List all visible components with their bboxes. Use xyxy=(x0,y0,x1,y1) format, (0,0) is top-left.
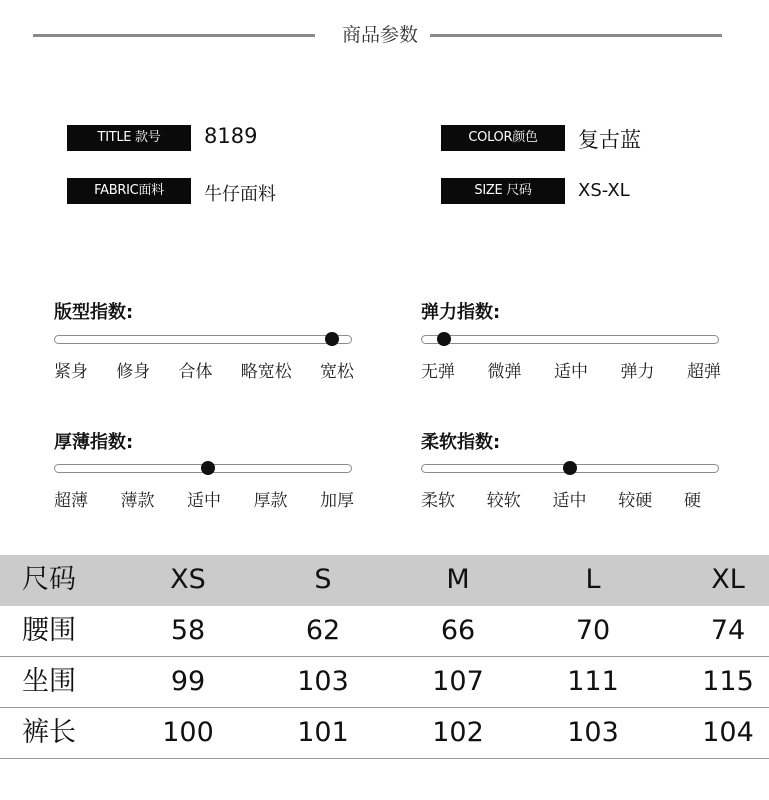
table-cell: 70 xyxy=(575,615,611,646)
elastic-index-marker xyxy=(437,332,451,346)
color-label: COLOR颜色 xyxy=(441,125,565,151)
softness-option-5: 硬 xyxy=(684,491,701,511)
fit-index-options xyxy=(54,357,354,382)
table-row xyxy=(0,708,769,759)
table-cell: 100 xyxy=(162,717,214,748)
table-header-row xyxy=(0,555,769,606)
elastic-option-3: 适中 xyxy=(554,362,588,382)
table-cell: 103 xyxy=(567,717,619,748)
fit-option-4: 略宽松 xyxy=(240,362,292,382)
table-cell: 101 xyxy=(297,717,349,748)
elastic-index-scale xyxy=(421,335,719,344)
header-divider-left xyxy=(33,34,315,37)
table-header-cell: XL xyxy=(711,564,745,595)
table-cell: 115 xyxy=(702,666,754,697)
table-cell: 58 xyxy=(170,615,206,646)
title-label: TITLE 款号 xyxy=(67,125,191,151)
table-cell: 103 xyxy=(297,666,349,697)
elastic-option-5: 超弹 xyxy=(687,362,721,382)
size-label: SIZE 尺码 xyxy=(441,178,565,204)
table-cell: 62 xyxy=(305,615,341,646)
thickness-option-2: 薄款 xyxy=(120,491,155,511)
table-header-cell: L xyxy=(585,564,601,595)
fit-index-marker xyxy=(325,332,339,346)
fit-option-2: 修身 xyxy=(116,362,151,382)
softness-index-scale xyxy=(421,464,719,473)
elastic-index-options xyxy=(421,357,721,382)
softness-option-3: 适中 xyxy=(552,491,587,511)
fit-option-5: 宽松 xyxy=(320,362,354,382)
table-cell: 74 xyxy=(710,615,746,646)
elastic-index-title: 弹力指数: xyxy=(421,302,501,323)
table-cell: 99 xyxy=(170,666,206,697)
softness-index-options xyxy=(421,486,701,511)
header-divider-right xyxy=(430,34,722,37)
fit-index-scale xyxy=(54,335,352,344)
thickness-option-5: 加厚 xyxy=(320,491,354,511)
fit-index-title: 版型指数: xyxy=(54,302,134,323)
size-value: XS-XL xyxy=(578,180,630,201)
softness-option-2: 较软 xyxy=(486,491,521,511)
elastic-option-2: 微弹 xyxy=(487,362,522,382)
fit-option-1: 紧身 xyxy=(54,362,88,382)
table-cell: 裤长 xyxy=(22,717,76,748)
thickness-index-title: 厚薄指数: xyxy=(54,432,134,453)
table-cell: 102 xyxy=(432,717,484,748)
table-cell: 104 xyxy=(702,717,754,748)
title-value: 8189 xyxy=(204,124,258,148)
section-title: 商品参数 xyxy=(341,24,418,46)
color-value: 复古蓝 xyxy=(578,128,641,152)
table-row xyxy=(0,657,769,708)
thickness-index-marker xyxy=(201,461,215,475)
table-cell: 111 xyxy=(567,666,619,697)
table-header-cell: M xyxy=(446,564,470,595)
table-header-cell: S xyxy=(314,564,332,595)
softness-index-marker xyxy=(563,461,577,475)
table-cell: 107 xyxy=(432,666,484,697)
table-cell: 66 xyxy=(440,615,476,646)
elastic-option-4: 弹力 xyxy=(620,362,655,382)
elastic-option-1: 无弹 xyxy=(421,362,455,382)
thickness-index-scale xyxy=(54,464,352,473)
table-cell: 坐围 xyxy=(22,666,76,697)
table-header-cell: 尺码 xyxy=(22,564,76,595)
fit-option-3: 合体 xyxy=(178,362,213,382)
thickness-index-options xyxy=(54,486,354,511)
thickness-option-1: 超薄 xyxy=(54,491,88,511)
softness-index-title: 柔软指数: xyxy=(421,432,501,453)
size-table xyxy=(0,555,769,759)
softness-option-1: 柔软 xyxy=(421,491,455,511)
thickness-option-4: 厚款 xyxy=(253,491,288,511)
table-header-cell: XS xyxy=(170,564,206,595)
table-row xyxy=(0,606,769,657)
fabric-label: FABRIC面料 xyxy=(67,178,191,204)
fabric-value: 牛仔面料 xyxy=(204,184,276,205)
thickness-option-3: 适中 xyxy=(187,491,221,511)
table-cell: 腰围 xyxy=(22,615,76,646)
softness-option-4: 较硬 xyxy=(618,491,653,511)
